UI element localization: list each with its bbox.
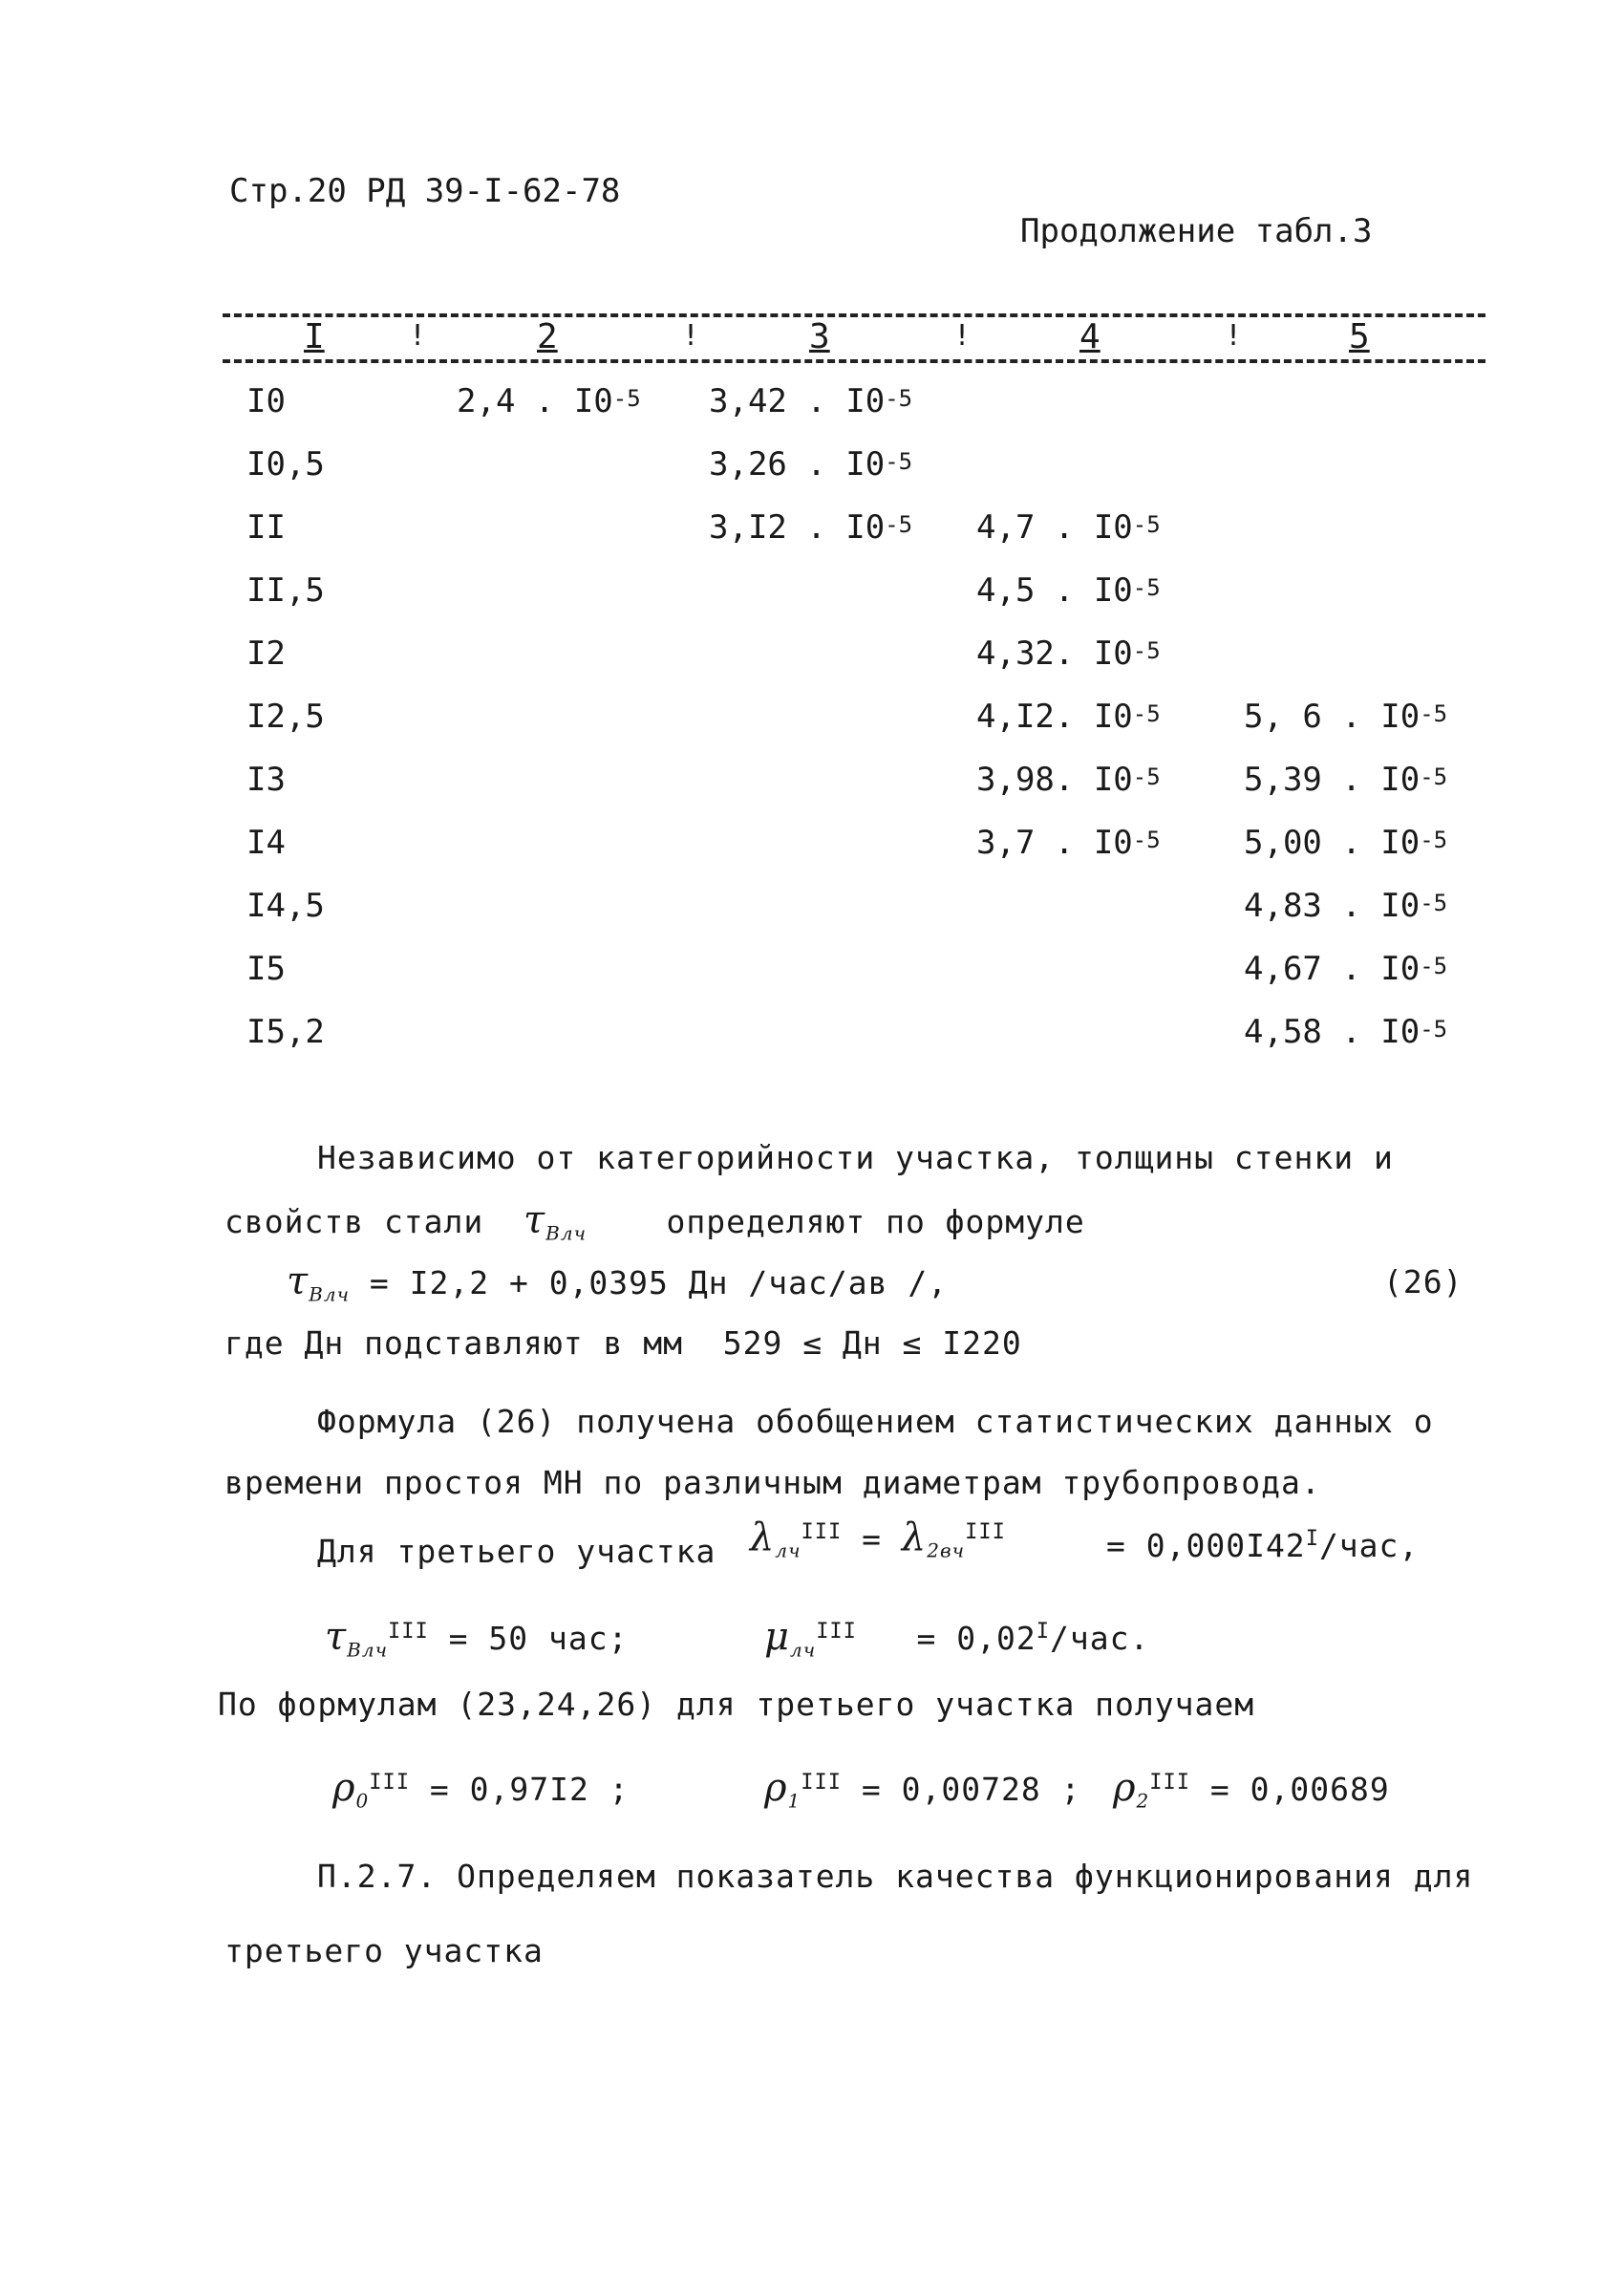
lambda-2-symbol: λ (901, 1516, 928, 1559)
paragraph-1-line-2: свойств стали $\tau_{Влч}$ определяют по формуле (224, 1198, 1085, 1245)
table-cell-col2: 2,4 . $I0^{-5}$ (457, 382, 641, 420)
table-cell-col1: II (246, 508, 286, 547)
rho-1-value: $\rho_1^{III} = 0,00728$ ; (764, 1766, 1081, 1813)
table-header-rule (223, 359, 1485, 363)
table-cell-col5: 5,39 . $I0^{-5}$ (1244, 761, 1448, 799)
table-cell-col5: 4,58 . $I0^{-5}$ (1244, 1013, 1448, 1051)
column-separator: ! (682, 319, 700, 353)
formula-26: $\tau_{Влч} = I2,2 + 0,0395$ Дн /час/ав /, (287, 1259, 949, 1306)
table-cell-col5: 4,83 . $I0^{-5}$ (1244, 887, 1448, 925)
page-header-left: Стр.20 РД 39-I-62-78 (229, 172, 621, 210)
page-header-right: Продолжение табл.3 (1020, 212, 1373, 250)
rho-2-symbol: ρ (1113, 1766, 1137, 1810)
roman-3-index: III (965, 1520, 1006, 1544)
table-cell-col1: I5 (246, 950, 286, 988)
formula-number: (26) (1383, 1263, 1464, 1301)
column-separator: ! (953, 319, 972, 353)
rho-0-symbol: ρ (332, 1766, 356, 1810)
table-cell-col1: I3 (246, 761, 286, 799)
column-separator: ! (409, 319, 427, 353)
third-section-label: Для третьего участка (317, 1533, 716, 1570)
table-cell-col4: 3,98. $I0^{-5}$ (976, 761, 1161, 799)
tau-value: $\tau_{Влч}^{III} = 50$ час; (325, 1615, 629, 1662)
by-formulas-line: По формулам (23,24,26) для третьего участка получаем (218, 1686, 1255, 1723)
mu-symbol: μ (764, 1615, 790, 1659)
column-header-2: 2 (537, 317, 558, 356)
table-cell-col1: I4 (246, 824, 286, 862)
where-line: где Дн подставляют в мм 529 ≤ Дн ≤ I220 (224, 1324, 1022, 1362)
table-cell-col1: I0 (246, 382, 286, 420)
column-header-4: 4 (1079, 317, 1100, 356)
table-cell-col4: 4,I2. $I0^{-5}$ (976, 698, 1161, 736)
rho-2-value: $\rho_2^{III} = 0,00689$ (1113, 1766, 1390, 1813)
paragraph-2-line-2: времени простоя МН по различным диаметрам трубопровода. (224, 1464, 1321, 1501)
table-cell-col4: 4,32. $I0^{-5}$ (976, 634, 1161, 673)
table-cell-col4: 3,7 . $I0^{-5}$ (976, 824, 1161, 862)
lambda-value: = $0,000I42^I$/час, (1106, 1527, 1420, 1564)
table-cell-col3: 3,26 . $I0^{-5}$ (709, 445, 913, 484)
lambda-1-symbol: λ (750, 1516, 776, 1559)
column-header-5: 5 (1349, 317, 1370, 356)
table-cell-col5: 5,00 . $I0^{-5}$ (1244, 824, 1448, 862)
table-cell-col1: I0,5 (246, 445, 325, 484)
rho-0-value: $\rho_0^{III} = 0,97I2$ ; (332, 1766, 630, 1813)
table-top-rule (223, 313, 1485, 317)
table-cell-col1: I4,5 (246, 887, 325, 925)
column-separator: ! (1225, 319, 1243, 353)
table-cell-col1: I2 (246, 634, 286, 673)
column-header-1: I (304, 317, 325, 356)
paragraph-1-line-1: Независимо от категорийности участка, толщины стенки и (317, 1139, 1394, 1176)
table-cell-col3: 3,I2 . $I0^{-5}$ (709, 508, 913, 547)
column-header-3: 3 (809, 317, 830, 356)
paragraph-3-line-2: третьего участка (224, 1932, 544, 1969)
table-cell-col1: I2,5 (246, 698, 325, 736)
table-cell-col4: 4,5 . $I0^{-5}$ (976, 571, 1161, 610)
table-cell-col4: 4,7 . $I0^{-5}$ (976, 508, 1161, 547)
rho-1-symbol: ρ (764, 1766, 788, 1810)
paragraph-3-line-1: П.2.7. Определяем показатель качества функционирования для (317, 1858, 1474, 1895)
roman-3-index: III (801, 1520, 843, 1544)
paragraph-2-line-1: Формула (26) получена обобщением статистических данных о (317, 1403, 1434, 1440)
mu-value: $\mu_{лч}^{III}$ = $0,02^I$/час. (764, 1615, 1150, 1662)
tau-symbol: τ (524, 1198, 546, 1242)
table-cell-col1: II,5 (246, 571, 325, 610)
table-cell-col1: I5,2 (246, 1013, 325, 1051)
lambda-equation: $\lambda_{лч}^{III} = \lambda_{2вч}^{III}$ (750, 1516, 1006, 1562)
table-cell-col5: 5, 6 . $I0^{-5}$ (1244, 698, 1448, 736)
table-cell-col3: 3,42 . $I0^{-5}$ (709, 382, 913, 420)
table-cell-col5: 4,67 . $I0^{-5}$ (1244, 950, 1448, 988)
